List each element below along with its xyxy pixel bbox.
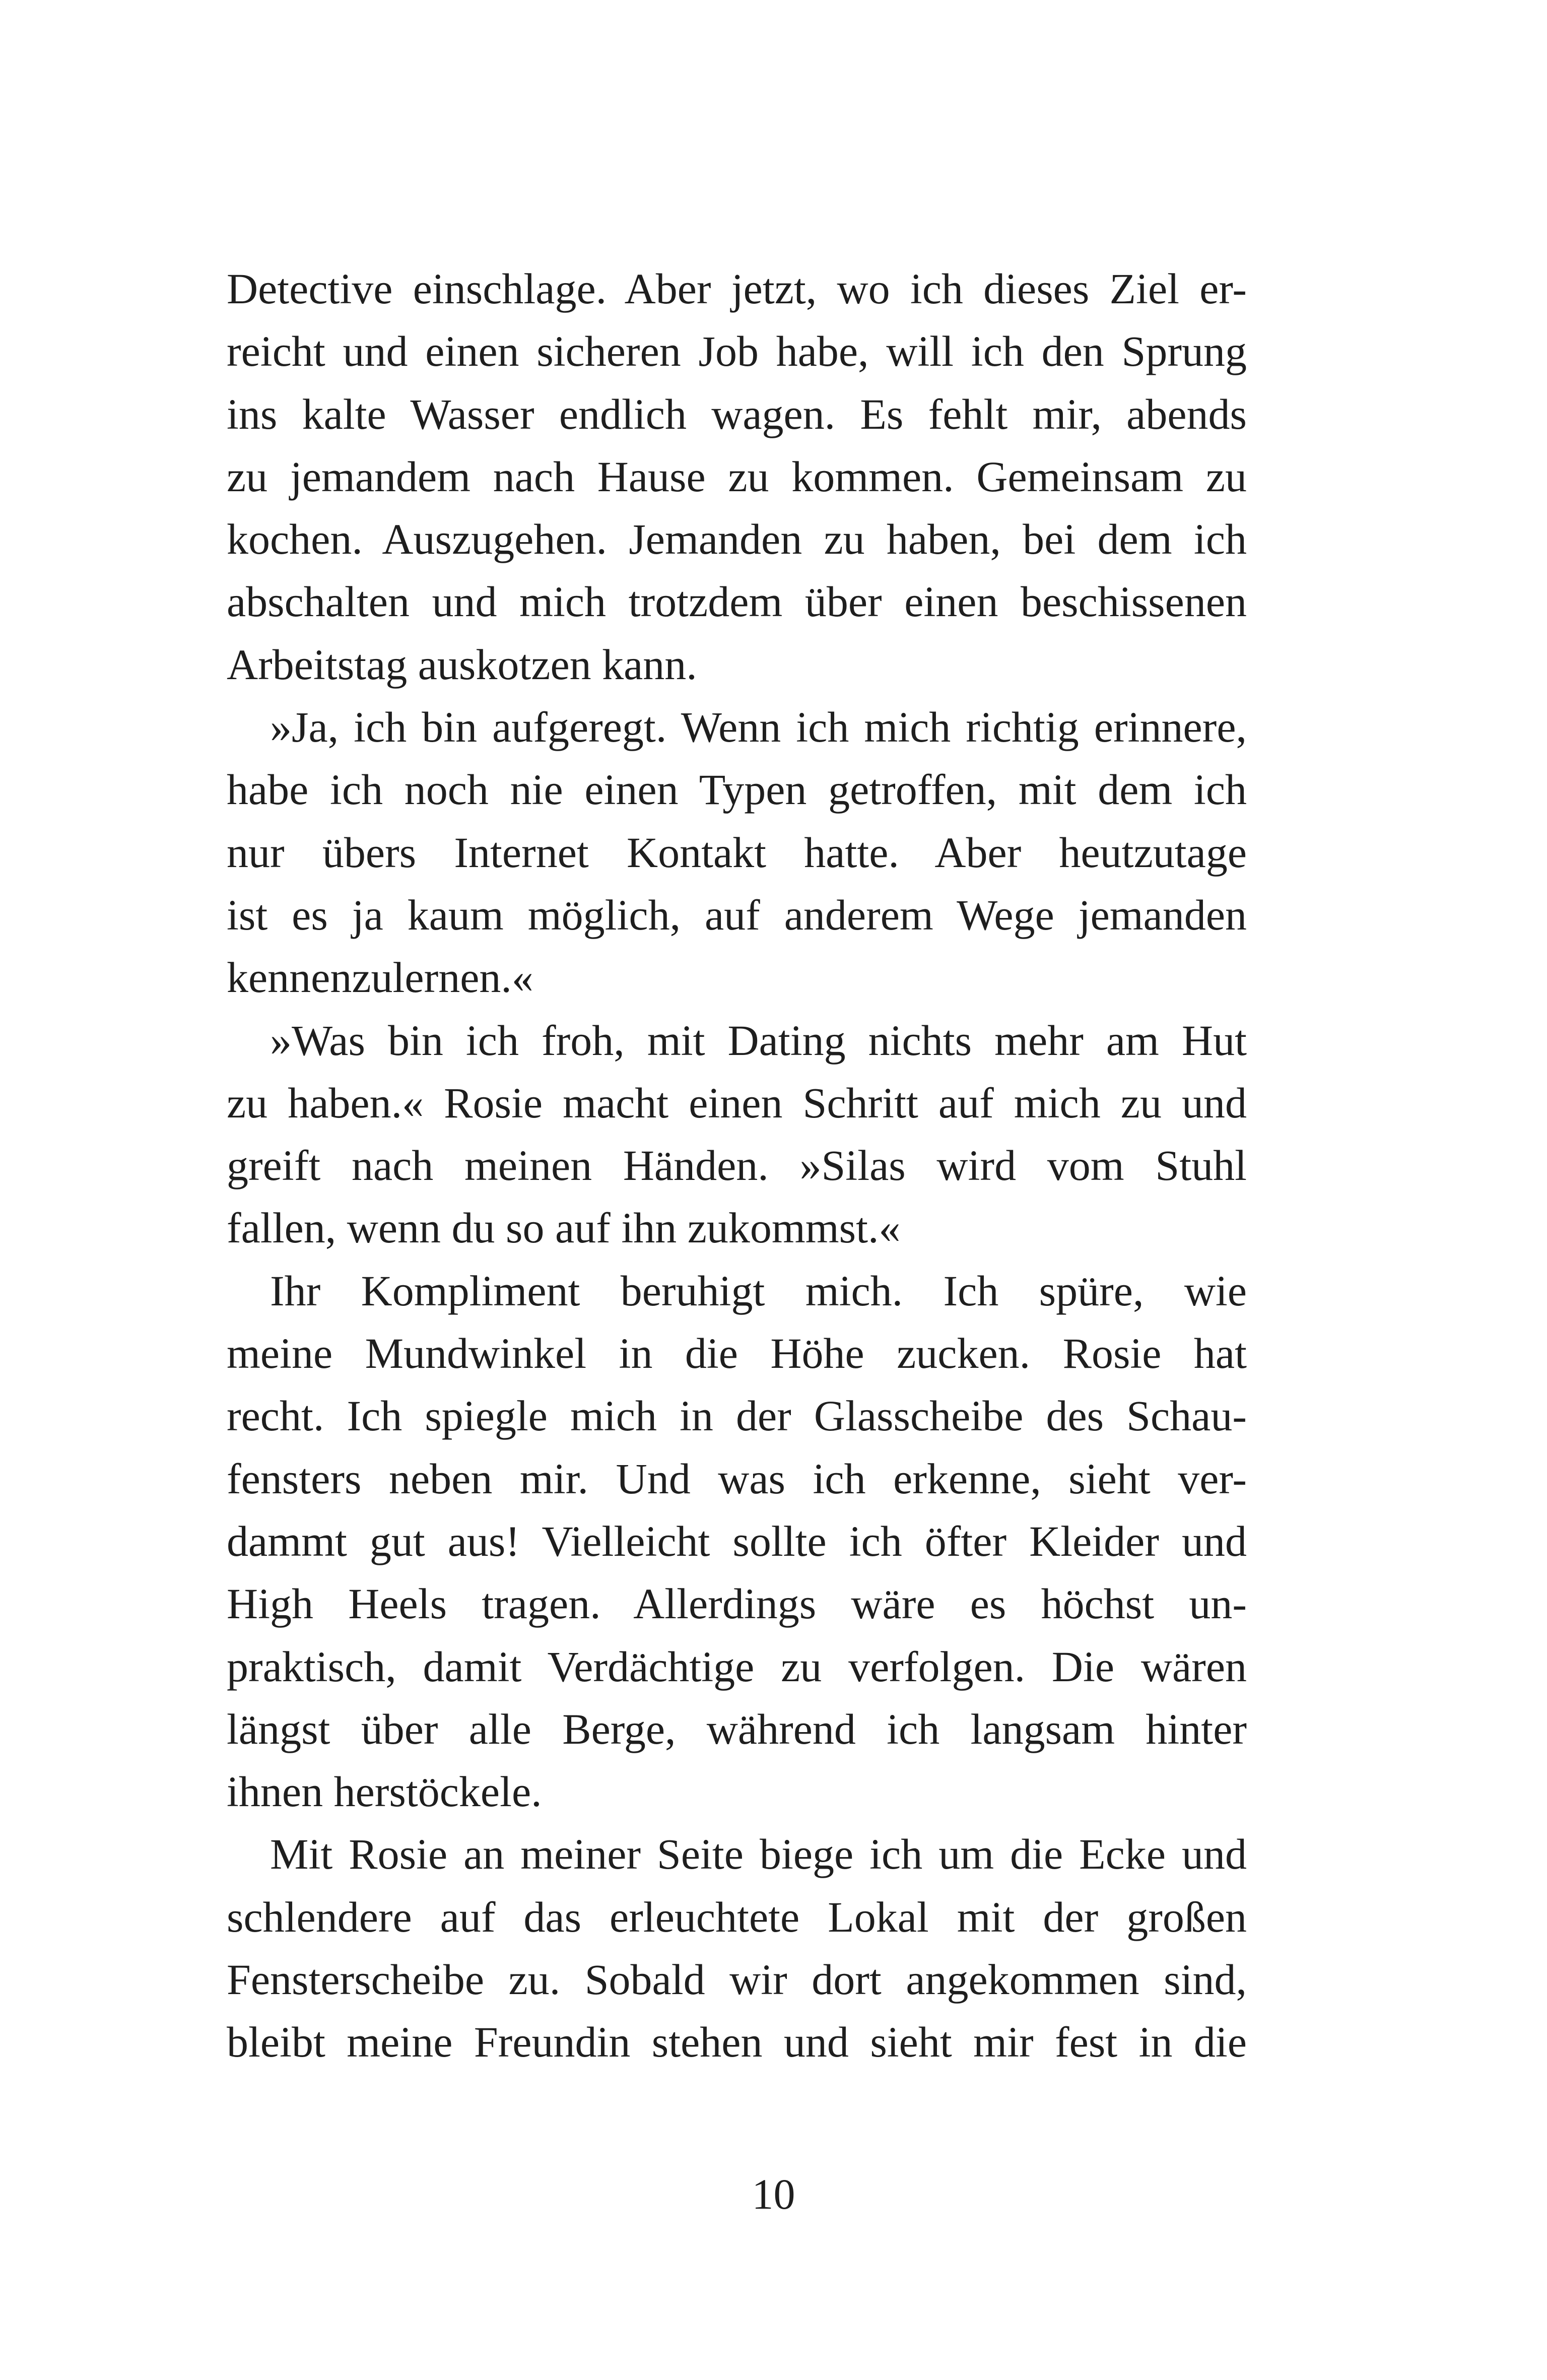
text-line: abschalten und mich trotzdem über einen beschissenen [227,577,1247,626]
text-line: bleibt meine Freundin stehen und sieht mir fest in die [227,2018,1247,2067]
text-line: Ihr Kompliment beruhigt mich. Ich spüre, wie [270,1266,1247,1315]
text-line: High Heels tragen. Allerdings wäre es höchst un- [227,1579,1247,1628]
text-line: »Ja, ich bin aufgeregt. Wenn ich mich richtig erinnere, [270,703,1247,752]
text-line: praktisch, damit Verdächtige zu verfolgen. Die wären [227,1642,1247,1691]
text-line: meine Mundwinkel in die Höhe zucken. Rosie hat [227,1329,1247,1378]
text-line: Fensterscheibe zu. Sobald wir dort angekommen sind, [227,1955,1247,2004]
text-line: Arbeitstag auskotzen kann. [227,640,697,689]
text-line: dammt gut aus! Vielleicht sollte ich öfter Kleider und [227,1516,1247,1565]
page-number: 10 [752,2170,795,2218]
text-line: reicht und einen sicheren Job habe, will ich den Sprung [227,327,1247,376]
text-line: nur übers Internet Kontakt hatte. Aber heutzutage [227,828,1247,877]
text-line: greift nach meinen Händen. »Silas wird vom Stuhl [227,1141,1247,1190]
text-line: ist es ja kaum möglich, auf anderem Wege jemanden [227,890,1247,939]
text-line: ihnen herstöckele. [227,1767,542,1816]
text-line: kochen. Auszugehen. Jemanden zu haben, bei dem ich [227,515,1247,564]
text-line: längst über alle Berge, während ich langsam hinter [227,1704,1247,1753]
text-line: recht. Ich spiegle mich in der Glasscheibe des Schau- [227,1392,1247,1440]
text-line: zu haben.« Rosie macht einen Schritt auf mich zu und [227,1078,1247,1127]
text-line: fensters neben mir. Und was ich erkenne, sieht ver- [227,1454,1247,1503]
text-line: schlendere auf das erleuchtete Lokal mit der großen [227,1892,1247,1941]
text-line: ins kalte Wasser endlich wagen. Es fehlt mir, abends [227,389,1247,438]
text-line: habe ich noch nie einen Typen getroffen, mit dem ich [227,765,1247,814]
text-line: Detective einschlage. Aber jetzt, wo ich dieses Ziel er- [227,265,1247,313]
text-line: zu jemandem nach Hause zu kommen. Gemeinsam zu [227,452,1247,501]
text-line: »Was bin ich froh, mit Dating nichts mehr am Hut [270,1016,1247,1065]
text-line: fallen, wenn du so auf ihn zukommst.« [227,1204,901,1252]
text-line: Mit Rosie an meiner Seite biege ich um die Ecke und [270,1830,1247,1879]
text-line: kennenzulernen.« [227,953,533,1002]
body-text [227,257,1247,2074]
